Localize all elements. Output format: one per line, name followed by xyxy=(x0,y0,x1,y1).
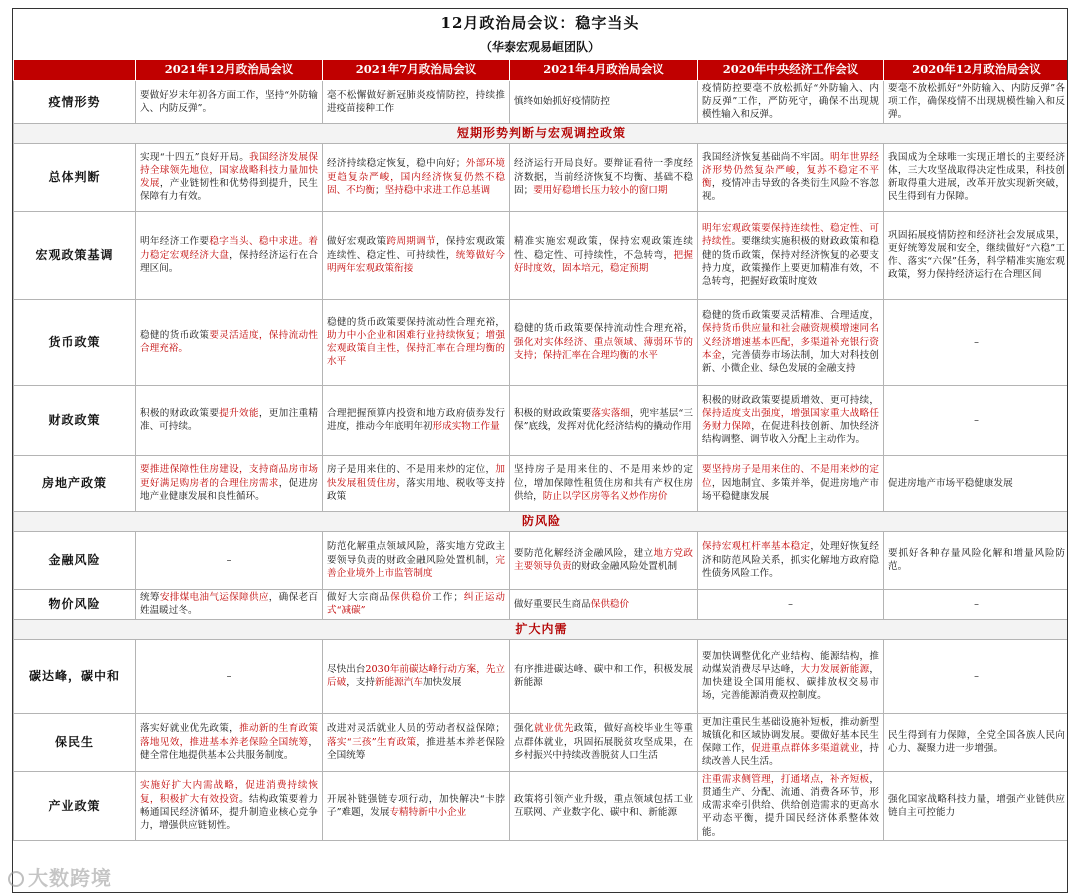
header-corner xyxy=(14,60,136,81)
highlight-text: 加快发展租赁住房 xyxy=(327,464,505,489)
cell-text: 政策将引领产业升级，重点领域包括工业互联网、产业数字化、碳中和、新能源 xyxy=(514,793,693,818)
row-category: 保民生 xyxy=(14,713,136,771)
row-category: 金融风险 xyxy=(14,531,136,589)
table-cell xyxy=(323,639,510,713)
cell-text: 做好宏观政策 xyxy=(327,236,387,248)
table-cell xyxy=(510,713,698,771)
table-cell: – xyxy=(884,589,1069,619)
section-row xyxy=(14,619,1069,639)
table-cell xyxy=(698,211,884,299)
table-cell xyxy=(698,299,884,385)
table-row xyxy=(14,143,1069,211)
table-cell xyxy=(698,531,884,589)
table-row xyxy=(14,455,1069,511)
highlight-text: 纠正运动式“减碳” xyxy=(327,591,506,617)
highlight-text: 提升效能 xyxy=(219,407,259,419)
highlight-text: 落实“三孩”生育政策 xyxy=(327,736,417,748)
cell-text: 的财政金融风险处置机制 xyxy=(571,561,678,573)
cell-text: 房子是用来住的、不是用来炒的定位， xyxy=(327,464,496,476)
row-category: 产业政策 xyxy=(14,771,136,840)
table-cell xyxy=(136,589,323,619)
table-cell xyxy=(698,385,884,455)
highlight-text: 就业优先 xyxy=(533,723,574,735)
highlight-text: 地方党政主要领导负责 xyxy=(514,547,694,573)
table-cell xyxy=(510,143,698,211)
table-cell xyxy=(323,589,510,619)
cell-text: 实现“十四五”良好开局。 xyxy=(140,151,250,163)
cell-text: ，因地制宜、多策并举，促进房地产市场平稳健康发展 xyxy=(702,477,880,502)
comparison-table xyxy=(13,59,1068,841)
table-row xyxy=(14,385,1069,455)
section-title: 短期形势判断与宏观调控政策 xyxy=(14,123,1069,143)
highlight-text: 我国经济发展保持全球领先地位，国家战略科技力量加快发展 xyxy=(140,151,319,190)
table-row xyxy=(14,713,1069,771)
row-category: 财政政策 xyxy=(14,385,136,455)
table-cell xyxy=(136,385,323,455)
highlight-text: 促进重点群体多渠道就业 xyxy=(751,743,860,755)
table-cell: – xyxy=(884,299,1069,385)
table-cell xyxy=(136,143,323,211)
column-header: 2021年4月政治局会议 xyxy=(510,60,698,81)
cell-text: 统筹 xyxy=(140,591,160,603)
cell-text: 慎终如始抓好疫情防控 xyxy=(514,96,610,108)
table-cell xyxy=(323,299,510,385)
cell-text: 稳健的货币政策要保持流动性合理充裕， xyxy=(327,316,505,328)
cell-text: 经济运行开局良好。要辩证看待一季度经济数据，当前经济恢复不均衡、基础不稳固； xyxy=(514,158,693,196)
highlight-text: 要用好稳增长压力较小的窗口期 xyxy=(533,184,668,196)
cell-text: ，确保老百姓温暖过冬。 xyxy=(140,591,318,617)
table-cell xyxy=(323,713,510,771)
cell-text: 要抓好各种存量风险化解和增量风险防范。 xyxy=(888,547,1065,573)
column-header: 2021年7月政治局会议 xyxy=(323,60,510,81)
cell-text: 稳健的货币政策要灵活精准、合理适度， xyxy=(702,310,879,322)
table-row xyxy=(14,589,1069,619)
cell-text: 落实好就业优先政策， xyxy=(140,723,240,735)
cell-text: ，保持宏观政策连续性、稳定性、可持续性， xyxy=(327,236,505,261)
cell-text: 强化 xyxy=(514,723,534,735)
page-subtitle: （华泰宏观易峘团队） xyxy=(479,40,600,54)
highlight-text: 注重需求侧管理，打通堵点，补齐短板 xyxy=(702,773,870,785)
watermark xyxy=(8,862,112,891)
cell-text: ，促进房地产业健康发展和良性循环。 xyxy=(140,477,318,502)
column-header: 2020年12月政治局会议 xyxy=(884,60,1069,81)
cell-text: ，兜牢基层“三保”底线，发挥对优化经济结构的撬动作用 xyxy=(514,407,693,433)
section-row xyxy=(14,123,1069,143)
table-cell: – xyxy=(136,531,323,589)
highlight-text: 统筹做好今明两年宏观政策衔接 xyxy=(327,249,505,274)
cell-text: 促进房地产市场平稳健康发展 xyxy=(888,477,1013,489)
cell-text: 巩固拓展疫情防控和经济社会发展成果，更好统筹发展和安全，继续做好“六稳”工作、落实“六保”任务，科学精准实施宏观政策，努力保持经济运行在合理区间 xyxy=(888,229,1065,281)
table-cell: – xyxy=(136,639,323,713)
cell-text: 做好大宗商品 xyxy=(327,591,391,603)
row-category: 宏观政策基调 xyxy=(14,211,136,299)
table-cell xyxy=(698,455,884,511)
table-cell xyxy=(884,771,1069,840)
table-cell xyxy=(698,639,884,713)
cell-text: 精准实施宏观政策，保持宏观政策连续性、稳定性、可持续性，不急转弯， xyxy=(514,236,693,261)
highlight-text: 专精特新中小企业 xyxy=(389,806,467,818)
cell-text: 民生得到有力保障，全党全国各族人民向心力、凝聚力进一步增强。 xyxy=(888,729,1065,755)
table-cell: – xyxy=(884,385,1069,455)
highlight-text: 稳字当头、稳中求进。着力稳定宏观经济大盘 xyxy=(140,236,318,261)
table-cell xyxy=(323,211,510,299)
table-cell xyxy=(884,455,1069,511)
cell-text: ，更加注重精准、可持续。 xyxy=(140,407,318,433)
highlight-text: 强化对实体经济、重点领域、薄弱环节的支持；保持汇率在合理均衡的水平 xyxy=(514,336,693,361)
cell-text: 明年经济工作要 xyxy=(140,236,210,248)
table-cell xyxy=(323,771,510,840)
table-cell: – xyxy=(884,639,1069,713)
row-category: 总体判断 xyxy=(14,143,136,211)
cell-text: 我国成为全球唯一实现正增长的主要经济体，三大攻坚战取得决定性成果，科技创新取得重大进展，改革开放实现新突破，民生得到有力保障。 xyxy=(888,151,1065,203)
row-category: 房地产政策 xyxy=(14,455,136,511)
highlight-text: 明年宏观政策要保持连续性、稳定性、可持续性 xyxy=(702,223,879,248)
table-cell xyxy=(698,81,884,124)
cell-text: 合理把握预算内投资和地方政府债券发行进度，推动今年底明年初 xyxy=(327,407,505,433)
section-title: 防风险 xyxy=(14,511,1069,531)
cell-text: 政策，做好高校毕业生等重点群体就业，巩固拓展脱贫攻坚成果，在乡村振兴中持续改善脱贫人口生活 xyxy=(514,723,694,761)
highlight-text: 保持宏观杠杆率基本稳定 xyxy=(702,541,811,553)
table-cell xyxy=(884,531,1069,589)
table-cell xyxy=(136,81,323,124)
table-cell xyxy=(136,771,323,840)
cell-text: ，持续改善人民生活。 xyxy=(702,743,880,768)
cell-text: ，落实用地、税收等支持政策 xyxy=(327,477,505,502)
page-title: 12月政治局会议：稳字当头 xyxy=(440,14,640,32)
cell-text: ，推进基本养老保险全国统筹 xyxy=(327,736,505,761)
table-cell xyxy=(510,385,698,455)
table-cell: – xyxy=(698,589,884,619)
table-header-row xyxy=(14,60,1069,81)
cell-text: 要毫不放松抓好“外防输入、内防反弹”各项工作，确保疫情不出现规模性输入和反弹。 xyxy=(888,83,1065,121)
cell-text: 加快发展 xyxy=(422,677,462,689)
cell-text: ，支持 xyxy=(346,677,375,689)
table-cell xyxy=(510,81,698,124)
cell-text: 有序推进碳达峰、碳中和工作，积极发展新能源 xyxy=(514,663,693,689)
table-cell xyxy=(884,81,1069,124)
table-cell xyxy=(323,81,510,124)
highlight-text: 要灵活适度，保持流动性合理充裕。 xyxy=(140,329,318,355)
table-cell xyxy=(510,589,698,619)
cell-text: 。要继续实施积极的财政政策和稳健的货币政策，保持对经济恢复的必要支持力度，政策操作上要更加精准有效，不急转弯，把握好政策时度效 xyxy=(702,236,880,288)
highlight-text: 大力发展新能源 xyxy=(800,663,870,675)
table-row xyxy=(14,211,1069,299)
table-cell xyxy=(510,639,698,713)
cell-text: 改进对灵活就业人员的劳动者权益保障； xyxy=(327,723,505,735)
cell-text: 疫情防控要毫不放松抓好“外防输入、内防反弹”工作，严防死守，确保不出现规模性输入和反弹。 xyxy=(702,83,879,121)
cell-text: 。结构政策要着力畅通国民经济循环，提升制造业核心竞争力，增强供应链韧性。 xyxy=(140,793,318,832)
table-cell xyxy=(510,771,698,840)
table-cell xyxy=(136,713,323,771)
cell-text: 要防范化解经济金融风险，建立 xyxy=(514,547,654,559)
row-category: 碳达峰，碳中和 xyxy=(14,639,136,713)
highlight-text: 推动新的生育政策落地见效，推进基本养老保险全国统筹 xyxy=(140,723,318,748)
cell-text: 做好重要民生商品 xyxy=(514,598,591,610)
table-row xyxy=(14,531,1069,589)
table-row xyxy=(14,771,1069,840)
cell-text: ，产业链韧性和优势得到提升，民生保障有力有效。 xyxy=(140,178,318,203)
table-cell xyxy=(698,713,884,771)
table-cell xyxy=(136,211,323,299)
highlight-text: 明年世界经济形势仍然复杂严峻，复苏不稳定不平衡 xyxy=(702,151,880,190)
document-frame xyxy=(12,8,1068,893)
highlight-text: 防止以学区房等名义炒作房价 xyxy=(542,490,668,502)
table-cell xyxy=(323,455,510,511)
row-category: 疫情形势 xyxy=(14,81,136,124)
table-cell xyxy=(698,771,884,840)
highlight-text: 保持适度支出强度，增强国家重大战略任务财力保障 xyxy=(702,407,879,433)
table-cell xyxy=(884,713,1069,771)
highlight-text: 保供稳价 xyxy=(390,591,433,603)
cell-text: ，处理好恢复经济和防范风险关系，抓实化解地方政府隐性债务风险工作。 xyxy=(702,541,880,579)
table-cell xyxy=(884,143,1069,211)
column-header: 2021年12月政治局会议 xyxy=(136,60,323,81)
cell-text: 更加注重民生基础设施补短板，推动新型城镇化和区域协调发展。要做好基本民生保障工作， xyxy=(702,716,879,755)
cell-text: ，健全常住地提供基本公共服务制度。 xyxy=(140,736,318,761)
highlight-text: 要坚持房子是用来住的、不是用来炒的定位 xyxy=(702,464,879,489)
table-row xyxy=(14,299,1069,385)
highlight-text: 把握好时度效，固本培元，稳定预期 xyxy=(514,249,694,274)
table-body xyxy=(14,81,1069,841)
cell-text: ，疫情冲击导致的各类衍生风险不容忽视。 xyxy=(702,178,880,203)
row-category: 货币政策 xyxy=(14,299,136,385)
table-row xyxy=(14,81,1069,124)
column-header: 2020年中央经济工作会议 xyxy=(698,60,884,81)
cell-text: 防范化解重点领域风险，落实地方党政主要领导负责的财政金融风险处置机制， xyxy=(327,541,505,566)
table-cell xyxy=(510,299,698,385)
cell-text: 尽快出台 xyxy=(327,663,366,675)
cell-text: ； xyxy=(374,184,385,196)
highlight-text: 2030年前碳达峰行动方案，先立后破 xyxy=(327,663,506,689)
section-title: 扩大内需 xyxy=(14,619,1069,639)
cell-text: 我国经济恢复基础尚不牢固。 xyxy=(702,151,831,163)
cell-text: 坚持房子是用来住的、不是用来炒的定位，增加保障性租赁住房和共有产权住房供给， xyxy=(514,464,693,502)
table-row xyxy=(14,639,1069,713)
section-row xyxy=(14,511,1069,531)
highlight-text: 保供稳价 xyxy=(590,598,630,610)
watermark-logo-icon xyxy=(8,871,24,887)
table-cell xyxy=(323,385,510,455)
highlight-text: 安排煤电油气运保障供应 xyxy=(159,591,269,603)
highlight-text: 坚持稳中求进工作总基调 xyxy=(384,184,491,196)
highlight-text: 要推进保障性住房建设，支持商品房市场更好满足购房者的合理住房需求 xyxy=(140,464,318,489)
cell-text: ，在促进科技创新、加快经济结构调整、调节收入分配上主动作为。 xyxy=(702,421,880,446)
table-cell xyxy=(510,531,698,589)
highlight-text: 实施好扩大内需战略，促进消费持续恢复，积极扩大有效投资 xyxy=(140,780,318,805)
highlight-text: 外部环境更趋复杂严峻，国内经济恢复仍然不稳固、不均衡 xyxy=(327,158,505,196)
highlight-text: 完善企业境外上市监管制度 xyxy=(327,554,505,579)
cell-text: 强化国家战略科技力量，增强产业链供应链自主可控能力 xyxy=(888,793,1065,818)
cell-text: 稳健的货币政策要保持流动性合理充裕， xyxy=(514,323,693,335)
cell-text: ，完善债券市场法制，加大对科技创新、小微企业、绿色发展的金融支持 xyxy=(702,349,880,375)
highlight-text: 助力中小企业和困难行业持续恢复；增强宏观政策自主性，保持汇率在合理均衡的水平 xyxy=(327,329,505,368)
cell-text: 要做好岁末年初各方面工作，坚持“外防输入、内防反弹”。 xyxy=(140,89,318,114)
watermark-text: 大数跨境 xyxy=(28,866,112,890)
cell-text: 开展补链强链专项行动，加快解决“卡脖子”难题，发展 xyxy=(327,793,505,818)
table-cell xyxy=(136,299,323,385)
cell-text: 要加快调整优化产业结构、能源结构，推动煤炭消费尽早达峰， xyxy=(702,650,879,675)
highlight-text: 跨周期调节 xyxy=(386,236,436,248)
cell-text: ，贯通生产、分配、流通、消费各环节，形成需求牵引供给、供给创造需求的更高水平动态平衡，提升国民经济体系整体效能。 xyxy=(702,773,879,838)
cell-text: 工作； xyxy=(432,591,463,603)
cell-text: 稳健的货币政策 xyxy=(140,329,210,341)
table-cell xyxy=(884,211,1069,299)
cell-text: 积极的财政政策要提质增效、更可持续， xyxy=(702,394,879,406)
cell-text: ，保持经济运行在合理区间。 xyxy=(140,249,318,274)
cell-text: ，加快建设全国用能权、碳排放权交易市场，完善能源消费双控制度。 xyxy=(702,663,880,702)
cell-text: 积极的财政政策要 xyxy=(140,407,220,419)
table-cell xyxy=(323,143,510,211)
highlight-text: 落实落细 xyxy=(591,407,631,419)
row-category: 物价风险 xyxy=(14,589,136,619)
highlight-text: 形成实物工作量 xyxy=(432,421,500,433)
cell-text: 经济持续稳定恢复，稳中向好； xyxy=(327,158,466,170)
highlight-text: 保持货币供应量和社会融资规模增速同名义经济增速基本匹配，多渠道补充银行资本金 xyxy=(702,323,879,361)
table-cell xyxy=(136,455,323,511)
cell-text: 毫不松懈做好新冠肺炎疫情防控，持续推进疫苗接种工作 xyxy=(327,89,505,114)
highlight-text: 新能源汽车 xyxy=(374,677,423,689)
cell-text: 积极的财政政策要 xyxy=(514,407,592,419)
table-cell xyxy=(323,531,510,589)
table-cell xyxy=(510,455,698,511)
table-cell xyxy=(698,143,884,211)
table-cell xyxy=(510,211,698,299)
